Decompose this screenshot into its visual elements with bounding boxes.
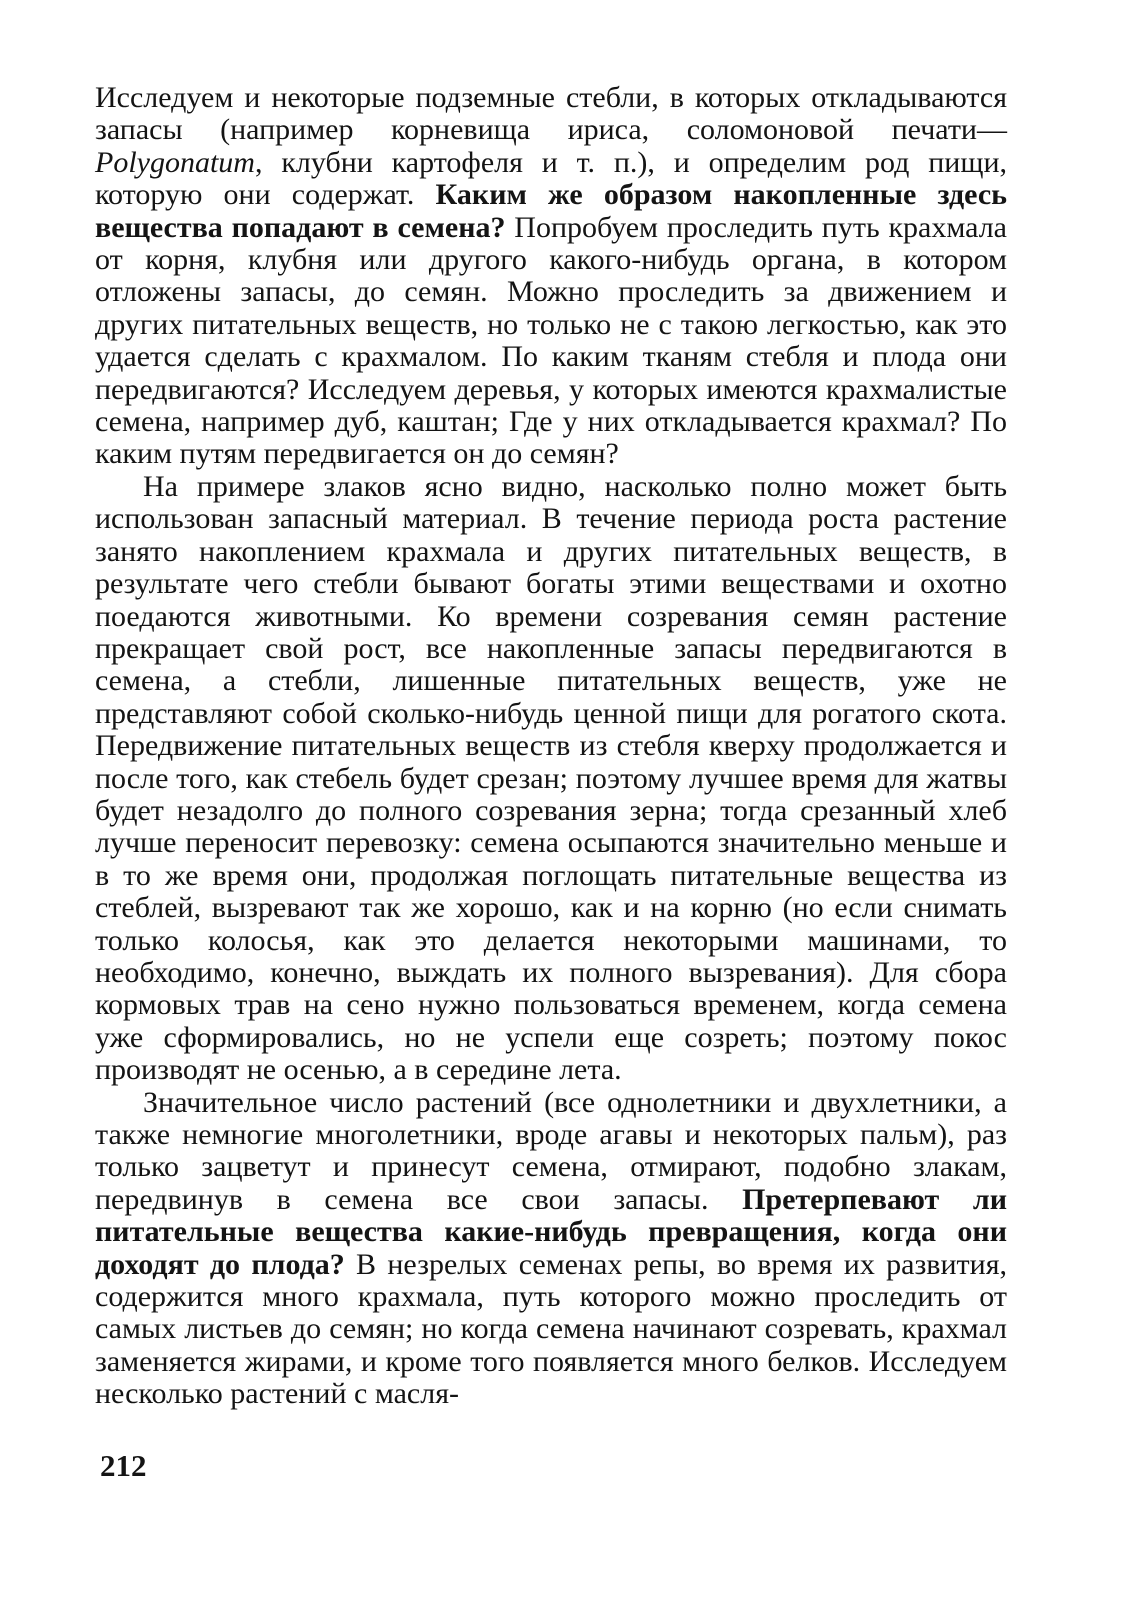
bold-question: Претерпевают ли питательные вещества какие-нибудь превращения, когда они доходят до плода? (95, 1182, 1007, 1281)
text-segment: Исследуем и некоторые подземные стебли, в которых откладываются запасы (например корневища ириса, соломоновой печати— (95, 81, 1007, 147)
paragraph-1 (95, 82, 1007, 471)
text-segment: Значительное число растений (все однолетники и двухлетники, а также немногие многолетники, вроде агавы и некоторых пальм), раз только зацветут и принесут семена, отмирают, подобно злакам, передвинув в семена все свои запасы. (95, 1085, 1007, 1216)
text-segment: Попробуем проследить путь крахмала от корня, клубня или другого какого-нибудь органа, в котором отложены запасы, до семян. Можно проследить за движением и других питательных веществ, но только не с такою легкостью, как это удается сделать с крахмалом. По каким тканям стебля и плода они передвигаются? Исследуем деревья, у которых имеются крахмалистые семена, например дуб, каштан; Где у них откладывается крахмал? По каким путям передвигается он до семян? (95, 210, 1007, 471)
paragraph-3 (95, 1087, 1007, 1411)
page-number: 212 (100, 1448, 147, 1483)
text-segment: На примере злаков ясно видно, насколько полно может быть использован запасный материал. В течение периода роста растение занято накоплением крахмала и других питательных веществ, в результате чего стебли бывают богаты этими веществами и охотно поедаются животными. Ко времени созревания семян растение прекращает свой рост, все накопленные запасы передвигаются в семена, а стебли, лишенные питательных веществ, уже не представляют собой сколько-нибудь ценной пищи для рогатого скота. Передвижение питательных веществ из стебля кверху продолжается и после того, как стебель будет срезан; поэтому лучшее время для жатвы будет незадолго до полного созревания зерна; тогда срезанный хлеб лучше переносит перевозку: семена осыпаются значительно меньше и в то же время они, продолжая поглощать питательные вещества из стеблей, вызревают так же хорошо, как и на корню (но если снимать только колосья, как это делается некоторыми машинами, то необходимо, конечно, выждать их полного вызревания). Для сбора кормовых трав на сено нужно пользоваться временем, когда семена уже сформировались, но не успели еще созреть; поэтому покос производят не осенью, а в середине лета. (95, 469, 1007, 1087)
text-segment: В незрелых семенах репы, во время их развития, содержится много крахмала, путь которого можно проследить от самых листьев до семян; но когда семена начинают созревать, крахмал заменяется жирами, и кроме того появляется много белков. Исследуем несколько растений с масля- (95, 1247, 1007, 1411)
latin-term: Polygonatum (95, 145, 255, 179)
bold-question: Каким же образом накопленные здесь вещества попадают в семена? (95, 178, 1007, 244)
paragraph-2 (95, 471, 1007, 1087)
page-text-body (95, 82, 1007, 1411)
text-segment: , клубни картофеля и т. п.), и определим род пищи, которую они содержат. (95, 145, 1007, 212)
